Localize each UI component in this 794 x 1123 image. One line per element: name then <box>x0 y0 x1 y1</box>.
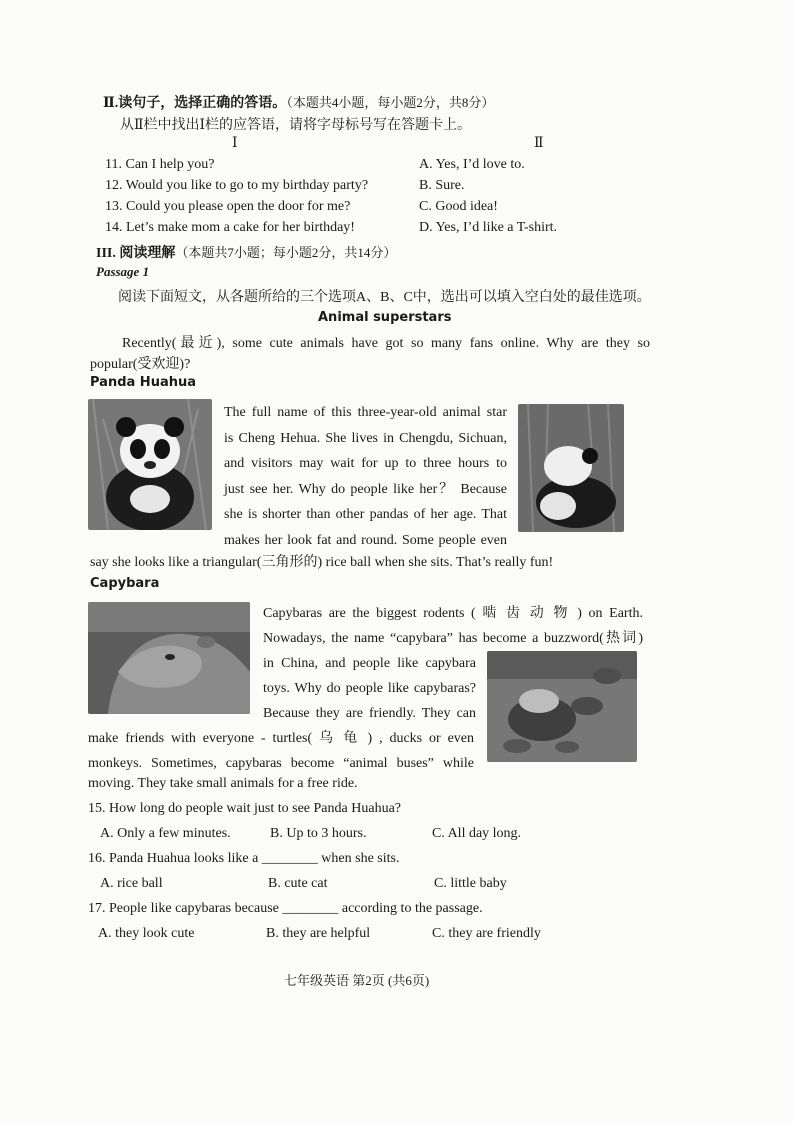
capybara-line: in China, and people like capybara <box>263 656 476 671</box>
article-title: Animal superstars <box>318 310 452 325</box>
section2-header <box>103 92 494 112</box>
mcq-option: C. little baby <box>434 876 507 891</box>
passage-label: Passage 1 <box>96 264 150 279</box>
capybara-line: Because they are friendly. They can <box>263 706 476 721</box>
answer-item: A. Yes, I’d love to. <box>419 157 525 172</box>
column-header-2: Ⅱ <box>534 136 544 151</box>
mcq-option: A. they look cute <box>98 926 195 941</box>
capybara-text-mid <box>263 651 476 726</box>
capybara-text-wide <box>263 601 643 651</box>
capybara-image <box>88 602 250 714</box>
section3-note: （本题共7小题；每小题2分，共14分） <box>175 245 397 260</box>
section2-title: Ⅱ.读句子，选择正确的答语。 <box>103 96 287 111</box>
panda-line: makes her look fat and round. Some people even <box>224 532 507 548</box>
panda-line: and visitors may wait for up to three hours to <box>224 456 507 471</box>
capybara-line: make friends with everyone - turtles( 乌 龟 ) , ducks or even <box>88 731 474 746</box>
panda-line: just see her. Why do people like her？ Because <box>224 481 507 497</box>
capybara-image <box>487 651 637 762</box>
answer-item: C. Good idea! <box>419 199 498 214</box>
panda-image <box>518 404 624 532</box>
section3-title: III. 阅读理解 <box>96 246 176 261</box>
mcq-option: C. All day long. <box>432 826 522 841</box>
section3-header <box>96 242 396 262</box>
mcq-option: C. they are friendly <box>432 926 541 941</box>
capybara-heading: Capybara <box>90 576 160 591</box>
panda-photo-2 <box>518 404 624 532</box>
page-footer: 七年级英语 第2页 (共6页) <box>284 973 430 988</box>
mcq-stem: 17. People like capybaras because ________ according to the passage. <box>88 901 483 916</box>
panda-image <box>88 399 212 530</box>
answer-item: B. Sure. <box>419 178 465 193</box>
question-item: 13. Could you please open the door for me? <box>105 199 351 214</box>
mcq-option: B. cute cat <box>268 876 328 891</box>
column-header-1: Ⅰ <box>232 136 238 151</box>
intro-paragraph <box>122 332 650 352</box>
section3-instruction: 阅读下面短文，从各题所给的三个选项A、B、C中，选出可以填入空白处的最佳选项。 <box>118 290 651 305</box>
capybara-text-full <box>88 726 474 776</box>
section2-note: （本题共4小题，每小题2分，共8分） <box>286 95 495 110</box>
mcq-option: A. rice ball <box>100 876 163 891</box>
panda-photo-1 <box>88 399 212 530</box>
question-item: 11. Can I help you? <box>105 157 215 172</box>
capybara-line: Nowadays, the name “capybara” has become a buzzword(热词) <box>263 631 643 646</box>
question-item: 14. Let’s make mom a cake for her birthday! <box>105 220 355 235</box>
answer-item: D. Yes, I’d like a T-shirt. <box>419 220 558 235</box>
panda-heading: Panda Huahua <box>90 375 196 390</box>
intro-line: Recently(最近), some cute animals have got so many fans online. Why are they so <box>122 336 650 351</box>
mcq-stem: 16. Panda Huahua looks like a ________ when she sits. <box>88 851 400 866</box>
mcq-option: B. Up to 3 hours. <box>270 826 367 841</box>
panda-line: she is shorter than other pandas of her age. That <box>224 507 507 522</box>
mcq-option: A. Only a few minutes. <box>100 826 231 841</box>
capybara-line: monkeys. Sometimes, capybaras become “animal buses” while <box>88 756 474 771</box>
capybara-photo-2 <box>487 651 637 762</box>
capybara-line: moving. They take small animals for a free ride. <box>88 776 358 791</box>
panda-line: The full name of this three-year-old animal star <box>224 405 507 420</box>
mcq-option: B. they are helpful <box>266 926 371 941</box>
panda-line: say she looks like a triangular(三角形的) rice ball when she sits. That’s really fun! <box>90 555 554 570</box>
capybara-line: toys. Why do people like capybaras? <box>263 681 476 696</box>
panda-line: is Cheng Hehua. She lives in Chengdu, Sichuan, <box>224 430 507 446</box>
capybara-line: Capybaras are the biggest rodents ( 啮 齿 动 物 ) on Earth. <box>263 606 643 621</box>
question-item: 12. Would you like to go to my birthday party? <box>105 178 369 193</box>
capybara-photo-1 <box>88 602 250 714</box>
section2-instruction: 从Ⅱ栏中找出Ⅰ栏的应答语，请将字母标号写在答题卡上。 <box>120 118 472 133</box>
mcq-stem: 15. How long do people wait just to see Panda Huahua? <box>88 801 401 816</box>
panda-text-block <box>224 400 507 553</box>
intro-line: popular(受欢迎)? <box>90 357 191 372</box>
